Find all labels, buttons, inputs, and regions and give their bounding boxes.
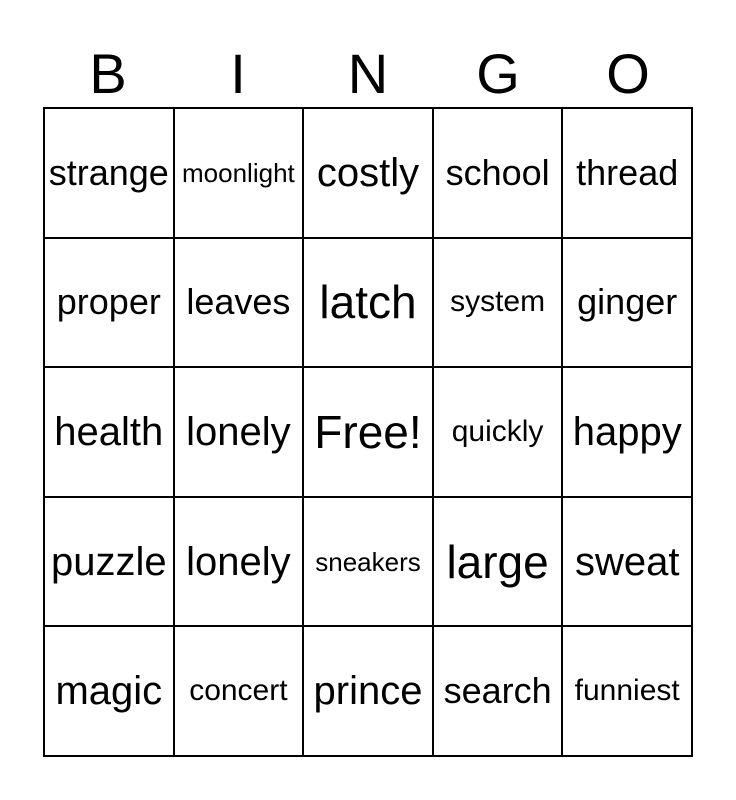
header-letter-n: N bbox=[347, 42, 389, 105]
bingo-board bbox=[43, 107, 693, 757]
header-letter-g: G bbox=[476, 42, 520, 105]
bingo-cell[interactable]: system bbox=[433, 238, 563, 368]
bingo-cell[interactable]: school bbox=[433, 108, 563, 238]
bingo-cell[interactable]: magic bbox=[44, 626, 174, 756]
header-letter-o: O bbox=[606, 42, 650, 105]
bingo-cell[interactable]: puzzle bbox=[44, 497, 174, 627]
bingo-cell[interactable]: prince bbox=[303, 626, 433, 756]
bingo-header bbox=[43, 40, 693, 108]
bingo-cell[interactable]: lonely bbox=[174, 497, 304, 627]
bingo-cell[interactable]: health bbox=[44, 367, 174, 497]
header-letter-b: B bbox=[89, 42, 127, 105]
bingo-cell[interactable]: large bbox=[433, 497, 563, 627]
bingo-cell-free[interactable]: Free! bbox=[303, 367, 433, 497]
bingo-cell[interactable]: leaves bbox=[174, 238, 304, 368]
bingo-cell[interactable]: sweat bbox=[562, 497, 692, 627]
bingo-cell[interactable]: concert bbox=[174, 626, 304, 756]
bingo-cell[interactable]: thread bbox=[562, 108, 692, 238]
bingo-cell[interactable]: lonely bbox=[174, 367, 304, 497]
bingo-cell[interactable]: costly bbox=[303, 108, 433, 238]
bingo-cell[interactable]: strange bbox=[44, 108, 174, 238]
bingo-cell[interactable]: latch bbox=[303, 238, 433, 368]
bingo-cell[interactable]: search bbox=[433, 626, 563, 756]
bingo-cell[interactable]: happy bbox=[562, 367, 692, 497]
header-letter-i: I bbox=[230, 42, 246, 105]
bingo-cell[interactable]: moonlight bbox=[174, 108, 304, 238]
bingo-cell[interactable]: sneakers bbox=[303, 497, 433, 627]
bingo-cell[interactable]: proper bbox=[44, 238, 174, 368]
bingo-cell[interactable]: funniest bbox=[562, 626, 692, 756]
bingo-cell[interactable]: ginger bbox=[562, 238, 692, 368]
bingo-cell[interactable]: quickly bbox=[433, 367, 563, 497]
